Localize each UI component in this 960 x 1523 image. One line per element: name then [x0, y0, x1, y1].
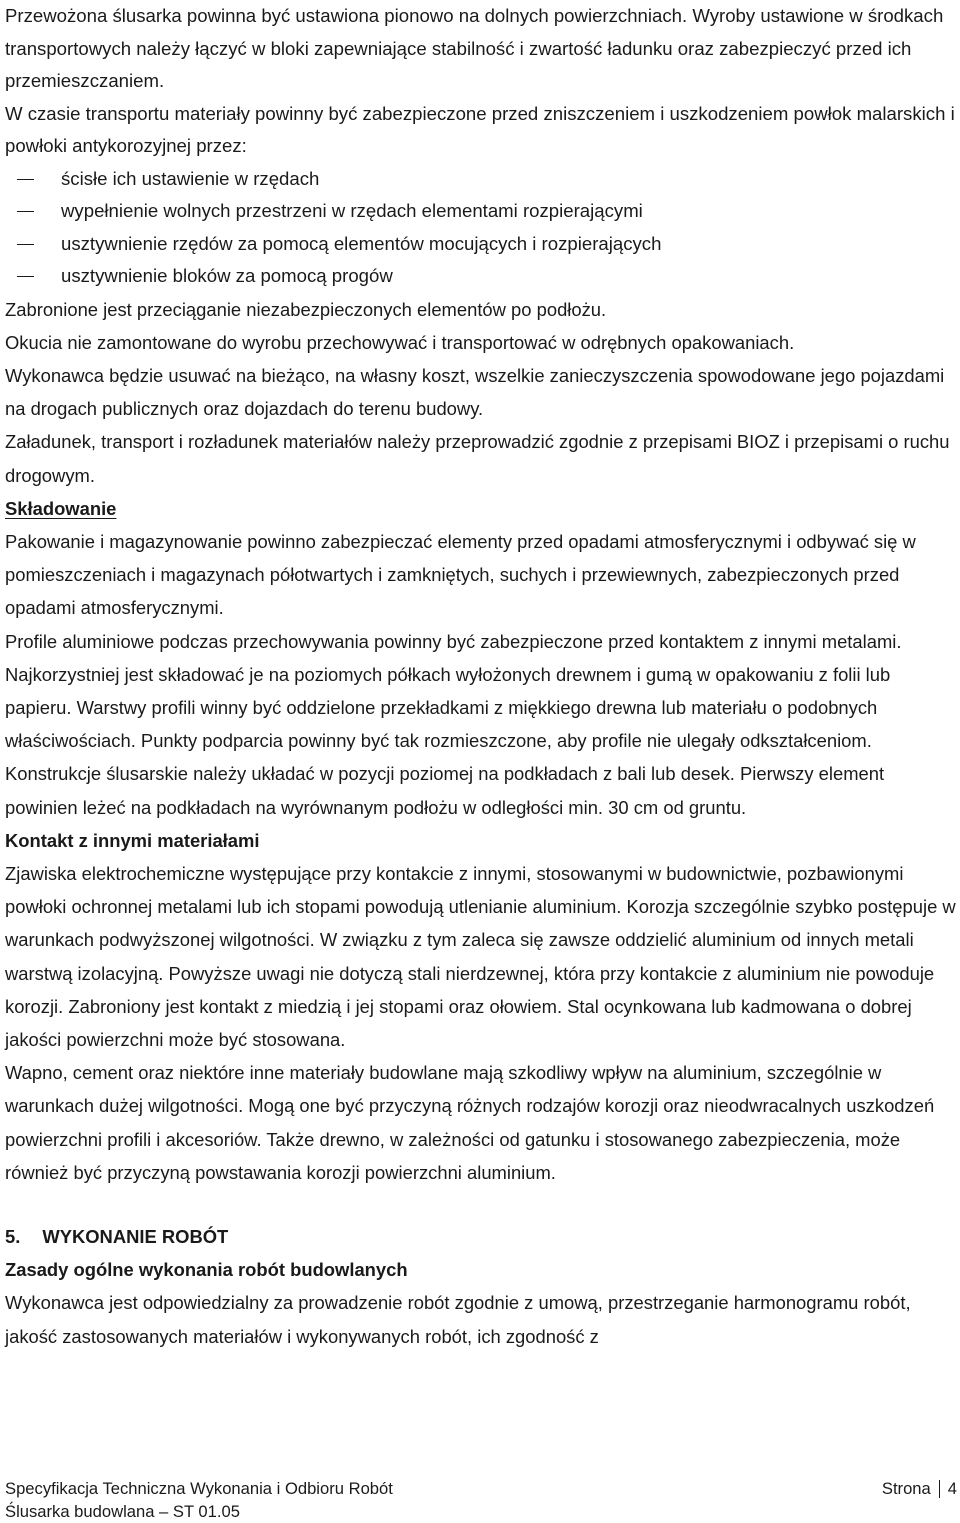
footer-subtitle: Ślusarka budowlana – ST 01.05 — [5, 1502, 240, 1521]
dash-bullet-icon — [17, 244, 34, 245]
list-item: wypełnienie wolnych przestrzeni w rzędach elementami rozpierającymi — [5, 195, 957, 228]
paragraph-storage-1: Pakowanie i magazynowanie powinno zabezpieczać elementy przed opadami atmosferycznymi i odbywać się w pomieszczeniach i magazynach półotwartych i zamkniętych, suchych i przewiewnych, zabezpieczonych przed opadami atmosferycznymi. — [5, 530, 916, 619]
page-indicator — [882, 1477, 957, 1500]
paragraph-forbidden: Zabronione jest przeciąganie niezabezpieczonych elementów po podłożu. — [5, 298, 607, 320]
page-number: 4 — [947, 1479, 957, 1498]
paragraph-intro-1: Przewożona ślusarka powinna być ustawiona pionowo na dolnych powierzchniach. Wyroby ustawione w środkach transportowych należy łączyć w bloki zapewniające stabilność i zwartość ładunku oraz zabezpieczyć przed ich przemieszczaniem. — [5, 5, 944, 91]
section-number: 5. — [5, 1225, 21, 1247]
list-item: usztywnienie bloków za pomocą progów — [5, 260, 957, 293]
list-item: ścisłe ich ustawienie w rzędach — [5, 163, 957, 196]
heading-contact: Kontakt z innymi materiałami — [5, 829, 260, 851]
subheading-general: Zasady ogólne wykonania robót budowlanych — [5, 1259, 408, 1281]
paragraph-contractor: Wykonawca będzie usuwać na bieżąco, na własny koszt, wszelkie zanieczyszczenia spowodowane jego pojazdami na drogach publicznych oraz dojazdach do terenu budowy. — [5, 364, 945, 420]
paragraph-contact-1: Zjawiska elektrochemiczne występujące przy kontakcie z innymi, stosowanymi w budownictwie, pozbawionymi powłoki ochronnej metalami lub ich stopami powodują utlenianie aluminium. Korozja szczególnie szybko postępuje w warunkach podwyższonej wilgotności. W związku z tym zaleca się zawsze oddzielić aluminium od innych metali warstwą izolacyjną. Powyższe uwagi nie dotyczą stali nierdzewnej, która przy kontakcie z aluminium nie powoduje korozji. Zabroniony jest kontakt z miedzią i jej stopami oraz ołowiem. Stal ocynkowana lub kadmowana o dobrej jakości powierzchni może być stosowana. — [5, 862, 956, 1050]
paragraph-loading: Załadunek, transport i rozładunek materiałów należy przeprowadzić zgodnie z przepisami BIOZ i przepisami o ruchu drogowym. — [5, 431, 950, 486]
footer-title: Specyfikacja Techniczna Wykonania i Odbioru Robót — [5, 1479, 393, 1498]
page-body — [5, 0, 957, 1353]
paragraph-storage-3: Konstrukcje ślusarskie należy układać w pozycji poziomej na podkładach z bali lub desek. Pierwszy element powinien leżeć na podkładach na wyrównanym podłożu w odległości min. 30 cm od gruntu. — [5, 763, 885, 818]
list-item: usztywnienie rzędów za pomocą elementów mocujących i rozpierających — [5, 228, 957, 261]
dash-bullet-icon — [17, 179, 34, 180]
protection-list — [5, 163, 957, 293]
paragraph-intro-2: W czasie transportu materiały powinny być zabezpieczone przed zniszczeniem i uszkodzeniem powłok malarskich i powłoki antykorozyjnej przez: — [5, 102, 955, 156]
page-label: Strona — [881, 1479, 931, 1498]
page-separator — [939, 1480, 940, 1498]
dash-bullet-icon — [17, 211, 34, 212]
dash-bullet-icon — [17, 276, 34, 277]
paragraph-storage-2: Profile aluminiowe podczas przechowywania powinny być zabezpieczone przed kontaktem z innymi metalami. Najkorzystniej jest składować je na poziomych półkach wyłożonych drewnem i gumą w opakowaniu z folii lub papieru. Warstwy profili winny być oddzielone przekładkami z miękkiego drewna lub materiału o podobnych właściwościach. Punkty podparcia powinny być tak rozmieszczone, aby profile nie ulegały odkształceniom. — [5, 630, 902, 752]
page-footer — [5, 1477, 957, 1523]
heading-storage: Składowanie — [5, 497, 117, 519]
section-heading — [5, 1220, 957, 1253]
paragraph-general: Wykonawca jest odpowiedzialny za prowadzenie robót zgodnie z umową, przestrzeganie harmonogramu robót, jakość zastosowanych materiałów i wykonywanych robót, ich zgodność z — [5, 1292, 911, 1347]
section-title: WYKONANIE ROBÓT — [42, 1225, 229, 1247]
paragraph-contact-2: Wapno, cement oraz niektóre inne materiały budowlane mają szkodliwy wpływ na aluminium, szczególnie w warunkach dużej wilgotności. Mogą one być przyczyną różnych rodzajów korozji oraz nieodwracalnych uszkodzeń powierzchni profili i akcesoriów. Także drewno, w zależności od gatunku i stosowanego zabezpieczenia, może również być przyczyną powstawania korozji powierzchni aluminium. — [5, 1062, 935, 1183]
spacer — [5, 1189, 957, 1220]
paragraph-fittings: Okucia nie zamontowane do wyrobu przechowywać i transportować w odrębnych opakowaniach. — [5, 331, 795, 353]
